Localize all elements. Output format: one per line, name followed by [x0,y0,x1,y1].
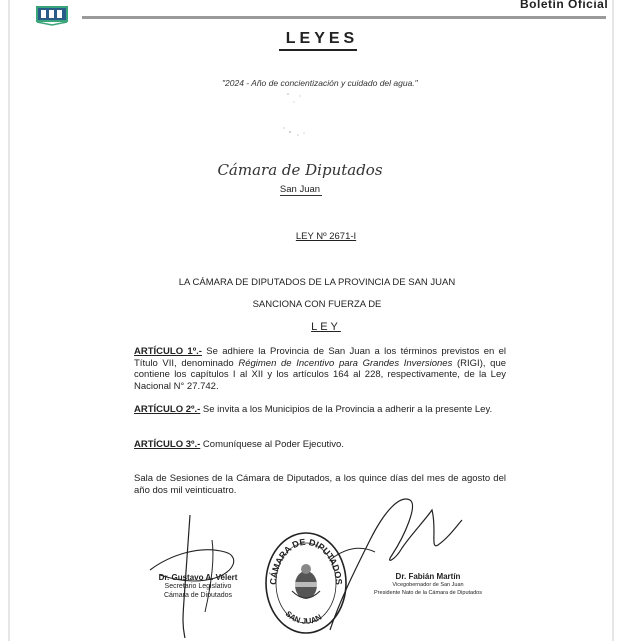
article-3-text: Comuníquese al Poder Ejecutivo. [200,439,344,450]
sanction-line: SANCIONA CON FUERZA DE [252,299,382,310]
header-publication-name: Boletín Oficial [520,0,609,11]
article-2-label: ARTÍCULO 2º.- [134,404,201,415]
article-1-text-a: Se adhiere la Provincia de San Juan a los términos previstos en el Título VII, denominado [134,346,506,369]
section-title: LEYES [285,30,359,47]
ley-heading: LEY [311,321,341,333]
right-signer-role: Vicegobernador de San Juan [392,582,464,588]
right-signature-block [360,573,496,597]
preamble: LA CÁMARA DE DIPUTADOS DE LA PROVINCIA DE SAN JUAN [178,277,456,288]
chamber-location-underline [280,195,322,196]
scan-specks [278,90,318,150]
article-3 [134,439,506,451]
left-signer-name: Dr. Gustavo A. Velert [158,573,238,582]
seal-text-top: CÁMARA DE DIPUTADOS [267,536,345,586]
section-title-underline [279,49,357,51]
svg-text:SAN JUAN [284,609,324,626]
article-1-text-b: (RIGI), que contiene los capítulos I al XII y los artículos 164 al 228, respectivamente, de la Ley Nacional N° 27.742. [134,357,507,392]
article-1-label: ARTÍCULO 1º.- [134,346,202,357]
header-rule [82,16,606,19]
boletin-logo-icon [36,4,68,26]
closing-paragraph: Sala de Sesiones de la Cámara de Diputados, a los quince días del mes de agosto del año dos mil veinticuatro. [134,473,506,496]
chamber-location: San Juan [279,184,321,195]
year-motto: "2024 - Año de concientización y cuidado del agua." [222,78,418,88]
chamber-name: Cámara de Diputados [217,161,383,179]
right-signer-org: Presidente Nato de la Cámara de Diputados [374,590,482,596]
article-2-text: Se invita a los Municipios de la Provincia a adherir a la presente Ley. [200,404,493,415]
left-signature-block [143,573,253,600]
article-3-label: ARTÍCULO 3º.- [134,439,201,450]
left-signer-org: Cámara de Diputados [163,592,233,599]
seal-text-bottom: SAN JUAN [283,609,324,626]
article-1-italic: Régimen de Incentivo para Grandes Inversiones [238,357,453,369]
article-1 [134,346,506,392]
right-signature-stroke [330,499,462,630]
right-signer-name: Dr. Fabián Martín [395,572,461,581]
law-number: LEY Nº 2671-I [295,231,357,242]
chamber-seal-icon [264,527,348,635]
left-signer-role: Secretario Legislativo [164,583,232,590]
article-2 [134,404,506,416]
